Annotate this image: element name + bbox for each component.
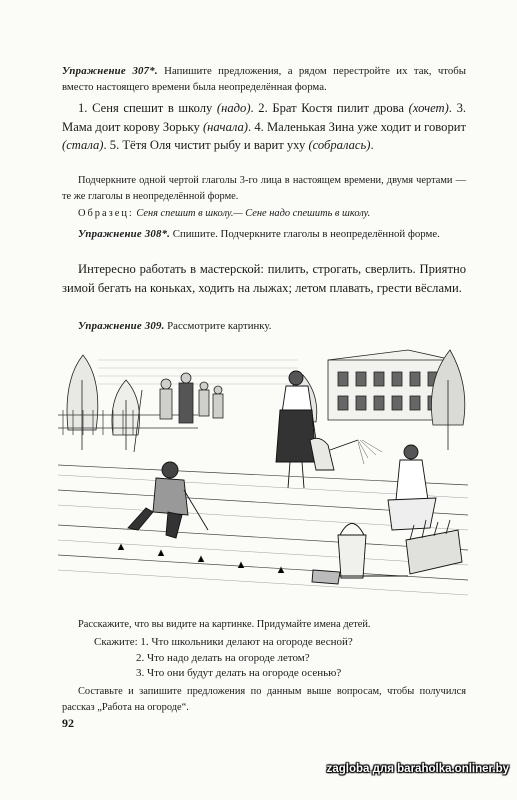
exercise-307-note: Подчеркните одной чертой глаголы 3-го лица в настоящем времени, двумя чертами — те же глаголы в неопределённой форме. bbox=[62, 175, 466, 202]
exercise-307-sample bbox=[62, 206, 466, 222]
hint-stala: (стала) bbox=[62, 138, 104, 152]
say-label: Скажите: bbox=[94, 636, 138, 648]
exercise-309-questions bbox=[62, 635, 466, 682]
exercise-307-heading: Упражнение 307*. bbox=[62, 65, 158, 77]
exercise-309-prompt: Расскажите, что вы видите на картинке. Придумайте имена детей. bbox=[78, 619, 371, 630]
question-3: 3. Что они будут делать на огороде осенью? bbox=[136, 667, 342, 679]
hint-hochet: (хочет) bbox=[408, 101, 449, 115]
page-number: 92 bbox=[62, 716, 74, 730]
exercise-307-task bbox=[62, 63, 466, 95]
exercise-308-instruction: Спишите. Подчеркните глаголы в неопределённой форме. bbox=[170, 228, 440, 240]
exercise-308-text: Интересно работать в мастерской: пилить, строгать, сверлить. Приятно зимой бегать на коньках, ходить на лыжах; летом плавать, грести вёслами. bbox=[62, 262, 466, 295]
hint-sobralas: (собралась) bbox=[308, 138, 371, 152]
children-working-in-garden-picture bbox=[58, 340, 468, 605]
exercise-307-sentences: 1. Сеня спешит в школу (надо). 2. Брат Костя пилит дрова (хочет). 3. Мама доит корову Зорьку (начала). 4. Маленькая Зина уже ходит и говорит (стала). 5. Тётя Оля чистит рыбу и варит уху (собралась). bbox=[62, 101, 467, 152]
exercise-309-final: Составьте и запишите предложения по данным выше вопросам, чтобы получился рассказ „Работа на огороде“. bbox=[62, 686, 466, 713]
sample-label: Образец: bbox=[78, 208, 134, 219]
exercise-309-heading: Упражнение 309. bbox=[78, 320, 165, 332]
exercise-309-task bbox=[62, 318, 466, 334]
exercise-308-task bbox=[62, 226, 466, 242]
exercise-309-instruction: Рассмотрите картинку. bbox=[164, 320, 272, 332]
hint-nado: (надо) bbox=[216, 101, 251, 115]
hint-nachala: (начала) bbox=[202, 119, 248, 134]
garden-illustration bbox=[58, 340, 468, 605]
question-2: 2. Что надо делать на огороде летом? bbox=[136, 651, 310, 664]
exercise-308-heading: Упражнение 308*. bbox=[78, 228, 171, 240]
exercise-307-instruction: Напишите предложения, а рядом перестройте их так, чтобы вместо настоящего времени была неопределённая форма. bbox=[62, 65, 466, 93]
question-1: 1. Что школьники делают на огороде весной? bbox=[140, 636, 353, 648]
watermark: zagloba для baraholka.onliner.by bbox=[326, 763, 509, 775]
sample-text: Сеня спешит в школу.— Сене надо спешить в школу. bbox=[133, 208, 371, 219]
